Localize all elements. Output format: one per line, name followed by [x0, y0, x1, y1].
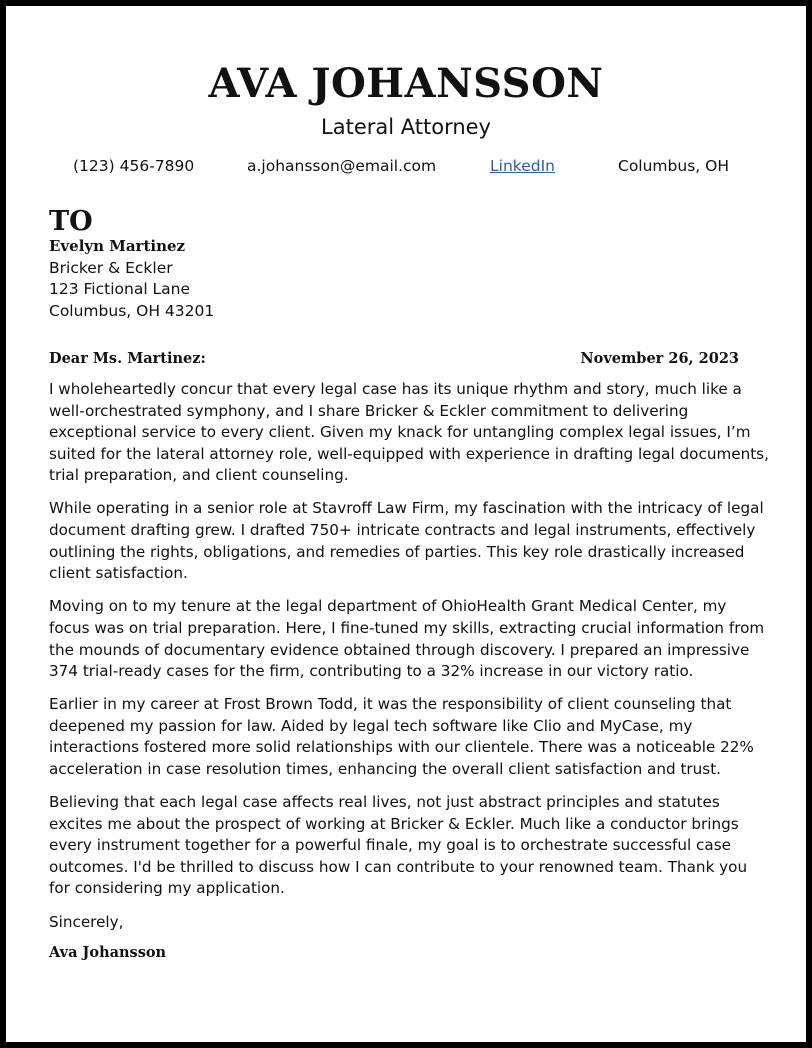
body-paragraph: Believing that each legal case affects real lives, not just abstract principles and statutes excites me about the prospect of working at Bricker & Eckler. Much like a conductor brings every instrument together for a powerful finale, my goal is to orchestrate successful case outcomes. I'd be thrilled to discuss how I can contribute to your renowned team. Thank you for considering my application. — [49, 793, 748, 898]
salutation: Dear Ms. Martinez: — [49, 350, 206, 367]
job-title: Lateral Attorney — [321, 115, 491, 139]
salutation-row — [49, 348, 739, 370]
applicant-name: AVA JOHANSSON — [208, 60, 604, 107]
recipient-block — [49, 236, 214, 322]
contact-location: Columbus, OH — [618, 157, 729, 175]
recipient-company: Bricker & Eckler — [49, 258, 173, 277]
letter-body — [49, 379, 771, 945]
contact-row — [6, 155, 806, 177]
to-heading: TO — [49, 206, 93, 237]
body-paragraph: Moving on to my tenure at the legal department of OhioHealth Grant Medical Center, my focus was on trial preparation. Here, I fine-tuned my skills, extracting crucial information from the mounds of documentary evidence obtained through discovery. I prepared an impressive 374 trial-ready cases for the firm, contributing to a 32% increase in our victory ratio. — [49, 597, 765, 681]
linkedin-link[interactable]: LinkedIn — [490, 157, 555, 175]
body-paragraph: Earlier in my career at Frost Brown Todd, it was the responsibility of client counseling that deepened my passion for law. Aided by legal tech software like Clio and MyCase, my interactions fostered more solid relationships with our clientele. There was a noticeable 22% acceleration in case resolution times, enhancing the overall client satisfaction and trust. — [49, 695, 754, 778]
signature-name: Ava Johansson — [49, 944, 167, 961]
letter-date: November 26, 2023 — [580, 350, 739, 367]
closing: Sincerely, — [49, 912, 124, 931]
recipient-street: 123 Fictional Lane — [49, 280, 191, 298]
contact-phone: (123) 456-7890 — [73, 157, 195, 175]
body-paragraph: I wholeheartedly concur that every legal case has its unique rhythm and story, much like a well-orchestrated symphony, and I share Bricker & Eckler commitment to delivering exceptional service to every client. Given my knack for untangling complex legal issues, I’m suited for the lateral attorney role, well-equipped with experience in drafting legal documents, trial preparation, and client counseling. — [49, 380, 769, 485]
body-paragraph: While operating in a senior role at Stavroff Law Firm, my fascination with the intricacy of legal document drafting grew. I drafted 750+ intricate contracts and legal instruments, effectively outlining the rights, obligations, and remedies of parties. This key role drastically increased client satisfaction. — [49, 499, 764, 583]
recipient-city: Columbus, OH 43201 — [49, 301, 215, 320]
recipient-name: Evelyn Martinez — [49, 237, 186, 255]
contact-email: a.johansson@email.com — [247, 157, 437, 175]
